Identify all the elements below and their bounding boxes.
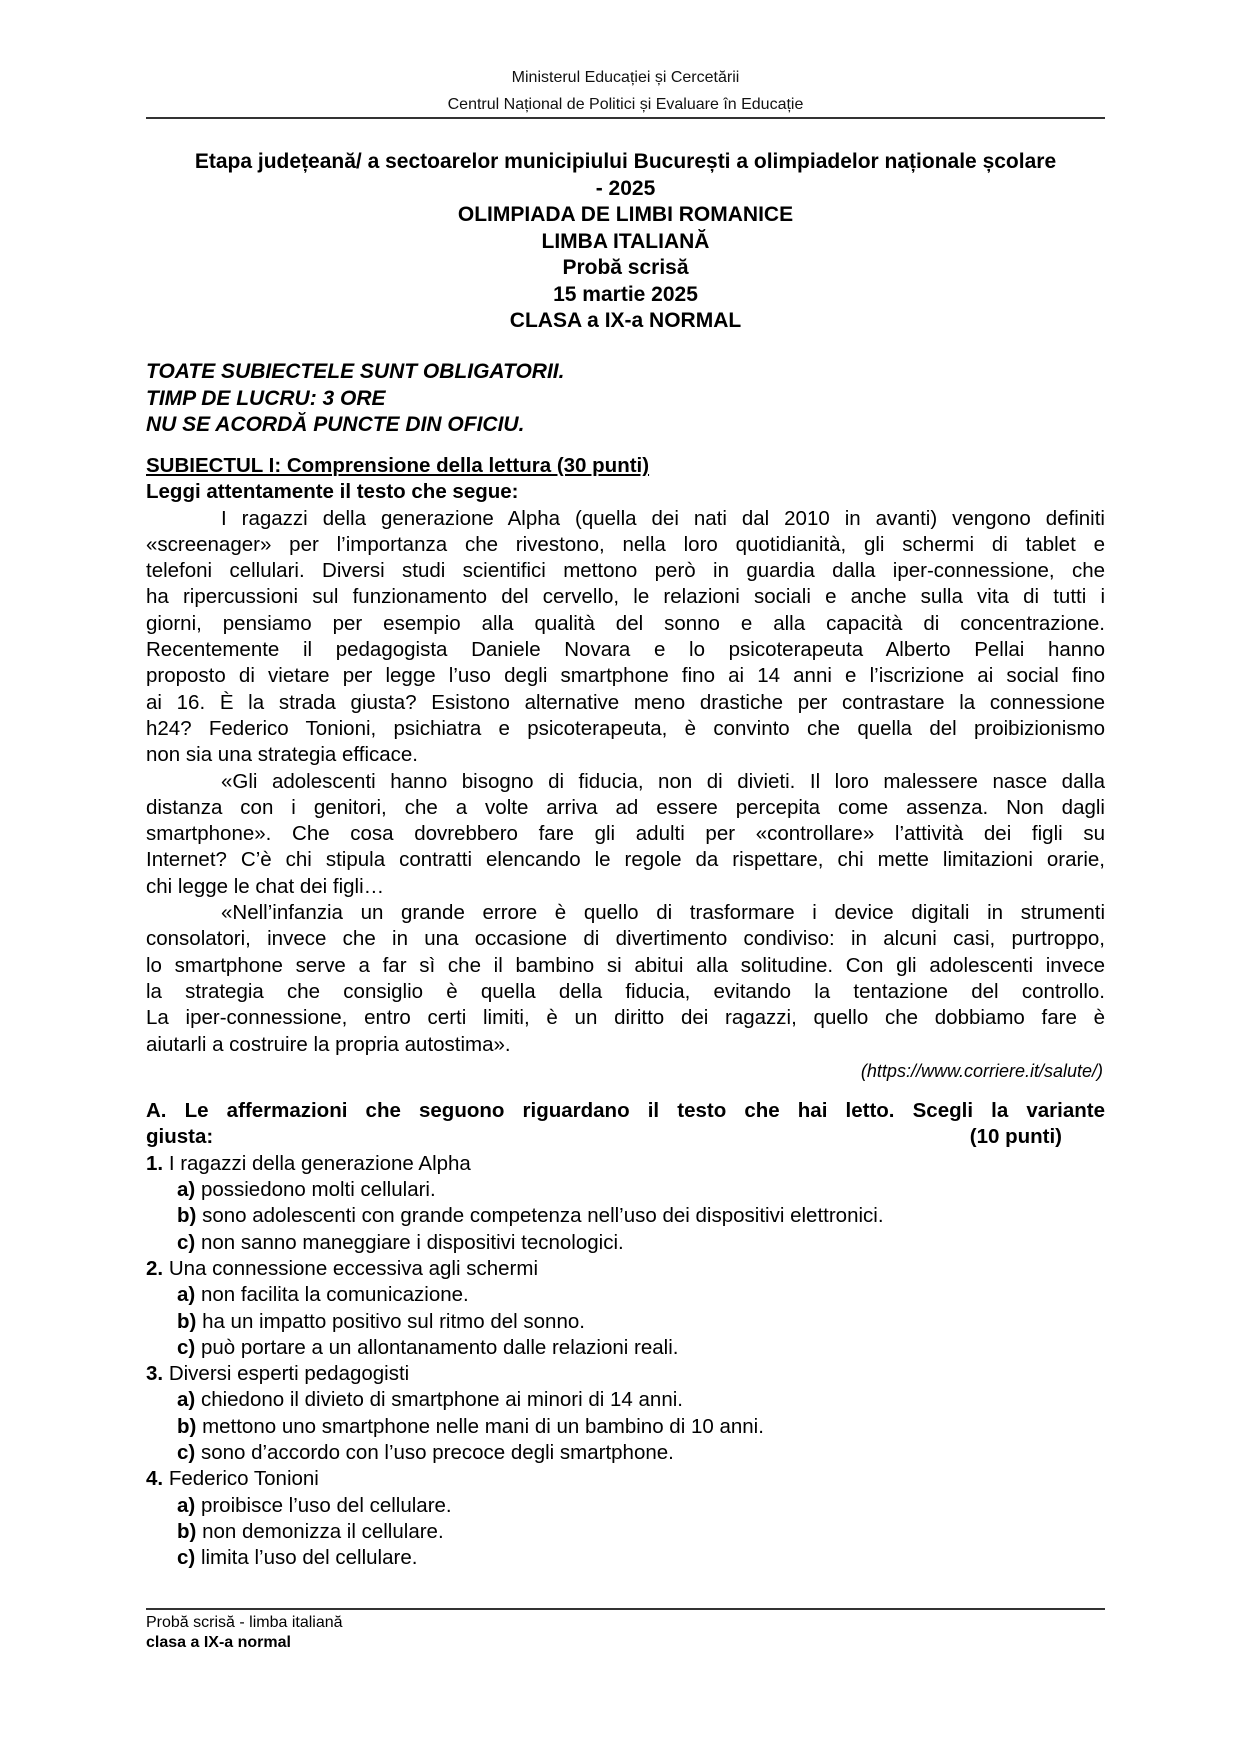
paragraph-line: chi legge le chat dei figli…: [146, 874, 385, 898]
exam-body: [146, 453, 1105, 1571]
question-number: 2.: [146, 1256, 164, 1280]
answer-option[interactable]: [146, 1177, 1105, 1203]
option-text: possiedono molti cellulari.: [200, 1178, 436, 1202]
title-line: OLIMPIADA DE LIMBI ROMANICE: [457, 203, 794, 226]
option-text: non demonizza il cellulare.: [202, 1519, 444, 1543]
answer-option[interactable]: [146, 1203, 1105, 1229]
question: [146, 1256, 1105, 1361]
question-text: Una connessione eccessiva agli schermi: [168, 1256, 538, 1280]
answer-option[interactable]: [146, 1387, 1105, 1413]
paragraph-line: non sia una strategia efficace.: [146, 743, 418, 767]
option-text: sono adolescenti con grande competenza nell’uso dei dispositivi elettronici.: [202, 1204, 884, 1228]
option-text: chiedono il divieto di smartphone ai minori di 14 anni.: [200, 1388, 683, 1412]
part-a-instruction: A. Le affermazioni che seguono riguardano il testo che hai letto. Scegli la variante: [146, 1099, 1105, 1123]
title-line: Etapa județeană/ a sectoarelor municipiului București a olimpiadelor naționale școlare: [194, 150, 1057, 173]
note: TIMP DE LUCRU: 3 ORE: [146, 386, 386, 410]
option-text: non facilita la comunicazione.: [200, 1283, 469, 1307]
note: NU SE ACORDĂ PUNCTE DIN OFICIU.: [146, 413, 525, 436]
note: TOATE SUBIECTELE SUNT OBLIGATORII.: [146, 360, 565, 383]
option-letter: b): [177, 1204, 197, 1228]
question-text: Federico Tonioni: [168, 1467, 319, 1491]
page-footer: [146, 1613, 343, 1653]
part-a-points: (10 punti): [969, 1125, 1062, 1149]
paragraph: [146, 506, 1105, 769]
paragraph-line: telefoni cellulari. Diversi studi scientifici mettono però in guardia dalla iper-connessione, che: [146, 559, 1105, 583]
answer-option[interactable]: [146, 1440, 1105, 1466]
question-stem: [146, 1151, 1105, 1177]
exam-title: [146, 149, 1105, 335]
question-stem: [146, 1466, 1105, 1492]
question-stem: [146, 1361, 1105, 1387]
option-letter: a): [177, 1493, 196, 1517]
answer-option[interactable]: [146, 1493, 1105, 1519]
option-letter: b): [177, 1309, 197, 1333]
option-letter: c): [177, 1335, 196, 1359]
paragraph-line: distanza con i genitori, che a volte arriva ad essere percepita come assenza. Non dagli: [146, 795, 1105, 819]
option-letter: c): [177, 1440, 196, 1464]
answer-option[interactable]: [146, 1335, 1105, 1361]
paragraph-line: la strategia che consiglio è quella della fiducia, evitando la tentazione del controllo.: [146, 979, 1105, 1003]
footer-line: Probă scrisă - limba italiană: [146, 1614, 343, 1631]
title-line: LIMBA ITALIANĂ: [541, 229, 710, 253]
page-header: [146, 64, 1105, 118]
question-list: [146, 1151, 1105, 1572]
title-line: Probă scrisă: [562, 256, 689, 279]
exam-notes: [146, 359, 564, 439]
question: [146, 1466, 1105, 1571]
paragraph-line: Internet? C’è chi stipula contratti elencando le regole da rispettare, chi mette limitazioni orarie,: [146, 848, 1105, 872]
paragraph-line: smartphone». Che cosa dovrebbero fare gli adulti per «controllare» l’attività dei figli su: [146, 822, 1105, 846]
text-source: (https://www.corriere.it/salute/): [860, 1060, 1103, 1081]
option-text: ha un impatto positivo sul ritmo del sonno.: [202, 1309, 585, 1333]
answer-option[interactable]: [146, 1309, 1105, 1335]
answer-option[interactable]: [146, 1519, 1105, 1545]
footer-class: clasa a IX-a normal: [146, 1634, 291, 1651]
part-a: [146, 1098, 1105, 1571]
paragraph: [146, 900, 1105, 1058]
paragraph-line: ai 16. È la strada giusta? Esistono alternative meno drastiche per contrastare la connessione: [146, 690, 1105, 714]
question-number: 3.: [146, 1362, 164, 1386]
paragraph-line: La iper-connessione, entro certi limiti, è un diritto dei ragazzi, quello che dobbiamo fare è: [146, 1006, 1105, 1030]
paragraph-line: proposto di vietare per legge l’uso degli smartphone fino ai 14 anni e l’iscrizione ai social fino: [146, 664, 1105, 688]
title-line: - 2025: [595, 176, 656, 200]
option-text: limita l’uso del cellulare.: [200, 1546, 418, 1570]
option-letter: b): [177, 1519, 197, 1543]
option-text: sono d’accordo con l’uso precoce degli smartphone.: [200, 1440, 674, 1464]
paragraph: [146, 769, 1105, 900]
answer-option[interactable]: [146, 1282, 1105, 1308]
question: [146, 1361, 1105, 1466]
question-text: Diversi esperti pedagogisti: [168, 1362, 410, 1386]
paragraph-line: I ragazzi della generazione Alpha (quella dei nati dal 2010 in avanti) vengono definiti: [221, 506, 1105, 530]
paragraph-line: «Gli adolescenti hanno bisogno di fiducia, non di divieti. Il loro malessere nasce dalla: [221, 769, 1105, 793]
question-stem: [146, 1256, 1105, 1282]
question-number: 4.: [146, 1467, 164, 1491]
option-letter: b): [177, 1414, 197, 1438]
exam-date: 15 martie 2025: [553, 282, 698, 306]
section-instruction: Leggi attentamente il testo che segue:: [146, 480, 519, 504]
paragraph-line: h24? Federico Tonioni, psichiatra e psicoterapeuta, è convinto che quella del proibizionismo: [146, 716, 1105, 740]
option-letter: a): [177, 1178, 196, 1202]
exam-class: CLASA a IX-a NORMAL: [509, 309, 742, 332]
paragraph-line: «screenager» per l’importanza che rivestono, nella loro quotidianità, gli schermi di tablet e: [146, 532, 1105, 556]
footer-divider: [146, 1608, 1105, 1610]
option-text: non sanno maneggiare i dispositivi tecnologici.: [200, 1230, 624, 1254]
question: [146, 1151, 1105, 1256]
reading-text: [146, 506, 1105, 1058]
part-a-instruction-end: giusta:: [146, 1125, 214, 1149]
option-text: mettono uno smartphone nelle mani di un bambino di 10 anni.: [202, 1414, 764, 1438]
option-letter: a): [177, 1283, 196, 1307]
question-text: I ragazzi della generazione Alpha: [168, 1151, 471, 1175]
paragraph-line: aiutarli a costruire la propria autostima».: [146, 1032, 511, 1056]
paragraph-line: lo smartphone serve a far sì che il bambino si abitui alla solitudine. Con gli adolescenti invece: [146, 953, 1105, 977]
header-divider: [146, 117, 1105, 119]
paragraph-line: Recentemente il pedagogista Daniele Novara e lo psicoterapeuta Alberto Pellai hanno: [146, 638, 1105, 662]
paragraph-line: ha ripercussioni sul funzionamento del cervello, le relazioni sociali e anche sulla vita di tutti i: [146, 585, 1105, 609]
paragraph-line: «Nell’infanzia un grande errore è quello di trasformare i device digitali in strumenti: [221, 901, 1105, 925]
paragraph-line: giorni, pensiamo per esempio alla qualità del sonno e alla capacità di concentrazione.: [146, 611, 1105, 635]
ministry-name: Ministerul Educației și Cercetării: [511, 69, 740, 86]
option-letter: a): [177, 1388, 196, 1412]
option-letter: c): [177, 1546, 196, 1570]
part-a-instruction-cont: [146, 1124, 1105, 1150]
center-name: Centrul Național de Politici și Evaluare în Educație: [447, 96, 804, 113]
section-heading: SUBIECTUL I: Comprensione della lettura (30 punti): [146, 454, 650, 477]
paragraph-line: consolatori, invece che in una occasione di divertimento condiviso: in alcuni casi, purtroppo,: [146, 927, 1105, 951]
question-number: 1.: [146, 1151, 164, 1175]
answer-option[interactable]: [146, 1545, 1105, 1571]
option-text: può portare a un allontanamento dalle relazioni reali.: [200, 1335, 679, 1359]
answer-option[interactable]: [146, 1230, 1105, 1256]
option-text: proibisce l’uso del cellulare.: [200, 1493, 452, 1517]
answer-option[interactable]: [146, 1414, 1105, 1440]
option-letter: c): [177, 1230, 196, 1254]
